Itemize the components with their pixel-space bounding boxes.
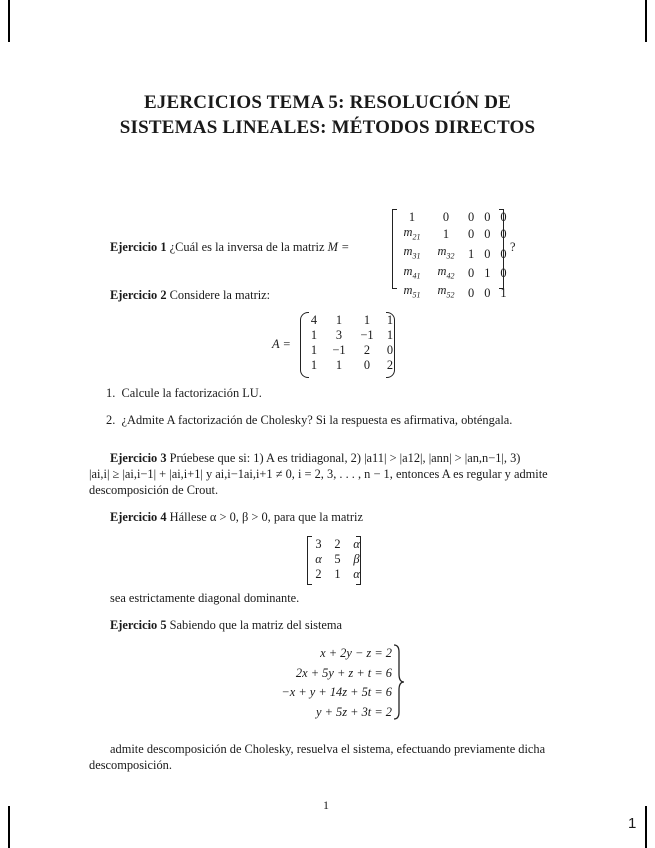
cell: 1 [310,328,318,342]
ej1-statement [110,239,349,255]
crop-mark-top-left-v [8,0,10,42]
equation: 2x + 5y + z + t = 6 [295,665,392,680]
ej2-matrix-row [303,358,399,373]
ej3-line-1 [110,450,520,466]
ej1-matrix-row [395,283,512,302]
title-line-2: SISTEMAS LINEALES: MÉTODOS DIRECTOS [119,117,536,138]
ej2-var [272,336,291,352]
ej4-statement [110,509,363,525]
cell: $m_{41}$ [403,263,421,281]
cell: 0 [442,210,450,224]
cell: $m_{52}$ [437,283,455,300]
crop-mark-bottom-left-v [8,806,10,848]
ej2-item-1-text: Calcule la factorización LU. [121,386,262,400]
ej5-label: Ejercicio 5 [110,618,167,632]
cell: 1 [386,313,394,327]
cell: β [353,552,360,566]
ej4-text: Hállese α > 0, β > 0, para que la matriz [169,510,363,524]
ej2-var-text: A = [272,337,291,351]
ej1-matrix-row [395,210,512,225]
ej5-statement [110,617,342,633]
ej2-statement [110,287,270,303]
ej1-var: M = [327,240,350,254]
ej5-right-brace [393,644,405,720]
crop-mark-bottom-right-v [645,806,647,848]
ej1-matrix-row [395,244,512,263]
ej5-after-line-2: descomposición. [89,758,172,772]
cell: 0 [500,246,507,261]
cell: 0 [468,227,475,242]
cell: $m_{21}$ [403,225,421,242]
cell: 0 [468,285,475,300]
cell: 3 [335,328,343,342]
equation: x + 2y − z = 2 [320,646,392,660]
ej5-after-line-1: admite descomposición de Cholesky, resuelva el sistema, efectuando previamente dicha [110,742,546,756]
cell: 1 [334,567,341,581]
cell: 0 [484,210,491,224]
cell: 1 [442,227,450,242]
ej2-item-2 [106,412,512,428]
ej3-line-3: descomposición de Crout. [89,483,219,497]
ej2-right-paren [386,312,395,378]
cell: 0 [484,285,491,300]
cell: 1 [386,328,394,342]
cell: 1 [408,210,416,224]
ej2-matrix [303,313,399,373]
ej2-item-1-num: 1. [106,386,116,400]
ej1-right-bracket [499,209,504,289]
equation: −x + y + 14z + 5t = 6 [281,685,392,699]
cell: 2 [386,358,394,372]
cell: 5 [334,552,341,566]
ej5-text: Sabiendo que la matriz del sistema [169,618,343,632]
ej3-text-1: Prúebese que si: 1) A es tridiagonal, 2) |a11| > |a12|, |ann| > |an,n−1|, 3) [169,451,521,465]
ej2-item-1 [106,385,262,401]
cell: 0 [363,358,371,372]
cell: −1 [332,343,346,357]
ej4-right-bracket [356,536,361,585]
cell: 0 [484,246,491,261]
cell: 1 [363,313,371,327]
page-number: 1 [323,798,329,812]
cell: α [315,552,322,566]
cell: $m_{42}$ [437,263,455,281]
cell: 0 [500,227,507,242]
cell: 1 [310,343,318,357]
ej1-matrix [395,210,512,303]
ej5-equation-system [240,644,392,722]
cell: 0 [468,210,475,224]
cell: 1 [500,285,507,300]
cell: 4 [310,313,318,327]
cell: 0 [468,266,475,281]
ej2-matrix-row [303,313,399,328]
cell: 0 [386,343,394,357]
ej3-line-2: |ai,i| ≥ |ai,i−1| + |ai,i+1| y ai,i−1ai,i+1 ≠ 0, i = 2, 3, . . . , n − 1, entonces A es regular y admite [89,467,548,481]
ej1-label: Ejercicio 1 [110,240,167,254]
ej1-matrix-row [395,225,512,244]
cell: 0 [500,266,507,281]
ej2-matrix-row [303,343,399,358]
ej2-text: Considere la matriz: [169,288,271,302]
equation: y + 5z + 3t = 2 [315,704,392,719]
cell: 1 [484,266,491,281]
page-title [0,90,655,140]
cell: 0 [484,227,491,242]
cell: 0 [500,210,507,224]
ej4-after: sea estrictamente diagonal dominante. [110,591,300,605]
ej2-item-2-num: 2. [106,413,116,427]
cell: 1 [335,313,343,327]
cell: $m_{32}$ [437,244,455,261]
ej1-matrix-row [395,264,512,283]
cell: 1 [310,358,318,372]
crop-mark-top-right-v [645,0,647,42]
cell: 1 [335,358,343,372]
cell: 2 [334,537,341,551]
ej2-item-2-text: ¿Admite A factorización de Cholesky? Si la respuesta es afirmativa, obténgala. [121,413,513,427]
cell: 3 [315,537,322,551]
cell: 2 [315,567,322,581]
cell: α [353,537,360,551]
ej4-label: Ejercicio 4 [110,510,167,524]
cell: −1 [360,328,374,342]
corner-page-number: 1 [628,815,637,832]
ej1-text: ¿Cuál es la inversa de la matriz [169,240,325,254]
ej1-question-mark: ? [510,240,516,254]
cell: 2 [363,343,371,357]
cell: α [353,567,360,581]
ej2-label: Ejercicio 2 [110,288,167,302]
ej3-label: Ejercicio 3 [110,451,167,465]
cell: $m_{51}$ [403,283,421,300]
title-line-1: EJERCICIOS TEMA 5: RESOLUCIÓN DE [143,92,512,113]
cell: 1 [468,246,475,261]
ej2-matrix-row [303,328,399,343]
cell: $m_{31}$ [403,244,421,261]
